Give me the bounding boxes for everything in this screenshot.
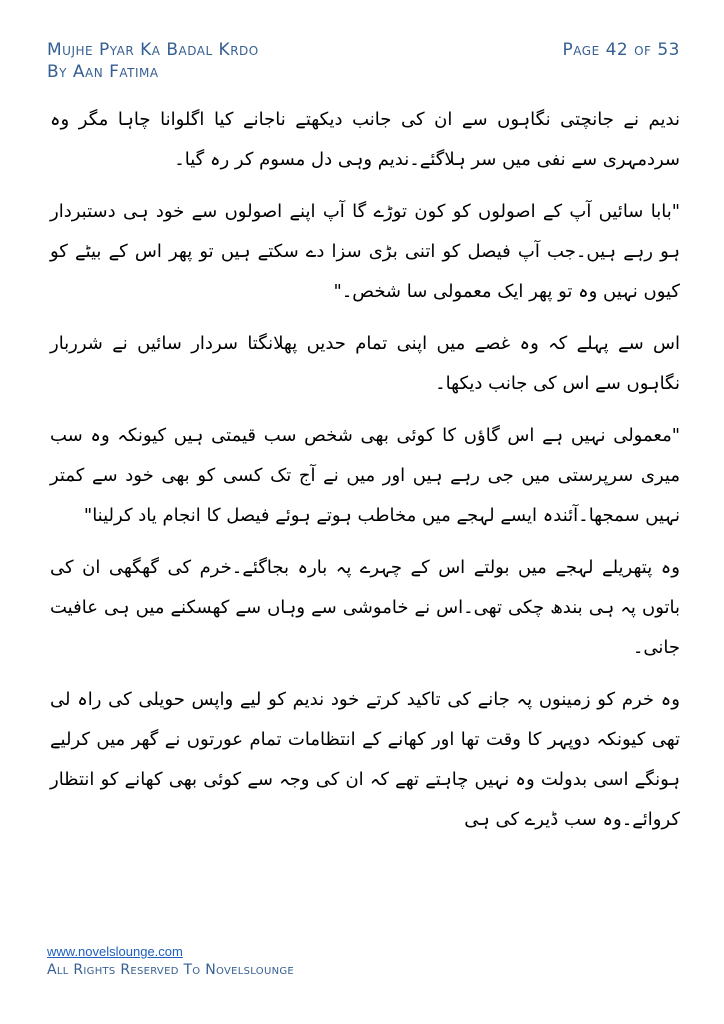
page-number: Page 42 of 53 <box>562 40 680 60</box>
author-name: By Aan Fatima <box>47 62 159 82</box>
paragraph-3: اس سے پہلے کہ وہ غصے میں اپنی تمام حدیں پھلانگتا سردار سائیں نے شرربار نگاہوں سے اس کی جانب دیکھا۔ <box>50 333 680 394</box>
paragraph-2: "بابا سائیں آپ کے اصولوں کو کون توڑے گا آپ اپنے اصولوں سے خود ہی دستبردار ہو رہے ہیں۔جب آپ فیصل کو اتنی بڑی سزا دے سکتے ہیں تو پھر اس کے بیٹے کو کیوں نہیں وہ تو پھر ایک معمولی سا شخص۔" <box>50 201 680 302</box>
website-link[interactable]: www.novelslounge.com <box>47 944 183 959</box>
copyright-notice: All Rights Reserved To Novelslounge <box>47 962 295 978</box>
paragraph-1: ندیم نے جانچتی نگاہوں سے ان کی جانب دیکھتے ناجانے کیا اگلوانا چاہا مگر وہ سردمہری سے نفی میں سر ہلاگئے۔ندیم وہی دل مسوم کر رہ گیا۔ <box>50 109 680 170</box>
paragraph-5: وہ پتھریلے لہجے میں بولتے اس کے چہرے پہ بارہ بجاگئے۔خرم کی گھگھی ان کی باتوں پہ ہی بندھ چکی تھی۔اس نے خاموشی سے وہاں سے کھسکنے میں ہی عافیت جانی۔ <box>50 557 680 658</box>
paragraph-6: وہ خرم کو زمینوں پہ جانے کی تاکید کرتے خود ندیم کو لیے واپس حویلی کی راہ لی تھی کیونکہ دوپہر کا وقت تھا اور کھانے کے انتظامات تمام عورتوں نے گھر میں کرلیے ہونگے اسی بدولت وہ نہیں چاہتے تھے کہ ان کی وجہ سے کوئی بھی کھانے کو انتظار کروائے۔وہ سب ڈیرے کی ہی <box>50 689 680 830</box>
novel-title: Mujhe Pyar Ka Badal Krdo <box>47 40 259 60</box>
story-body <box>50 100 680 852</box>
paragraph-4: "معمولی نہیں ہے اس گاؤں کا کوئی بھی شخص سب قیمتی ہیں کیونکہ وہ سب میری سرپرستی میں جی رہے ہیں اور میں نے آج تک کسی کو بھی خود سے کمتر نہیں سمجھا۔آئندہ ایسے لہجے میں مخاطب ہوتے ہوئے فیصل کا انجام یاد کرلینا" <box>50 425 680 526</box>
